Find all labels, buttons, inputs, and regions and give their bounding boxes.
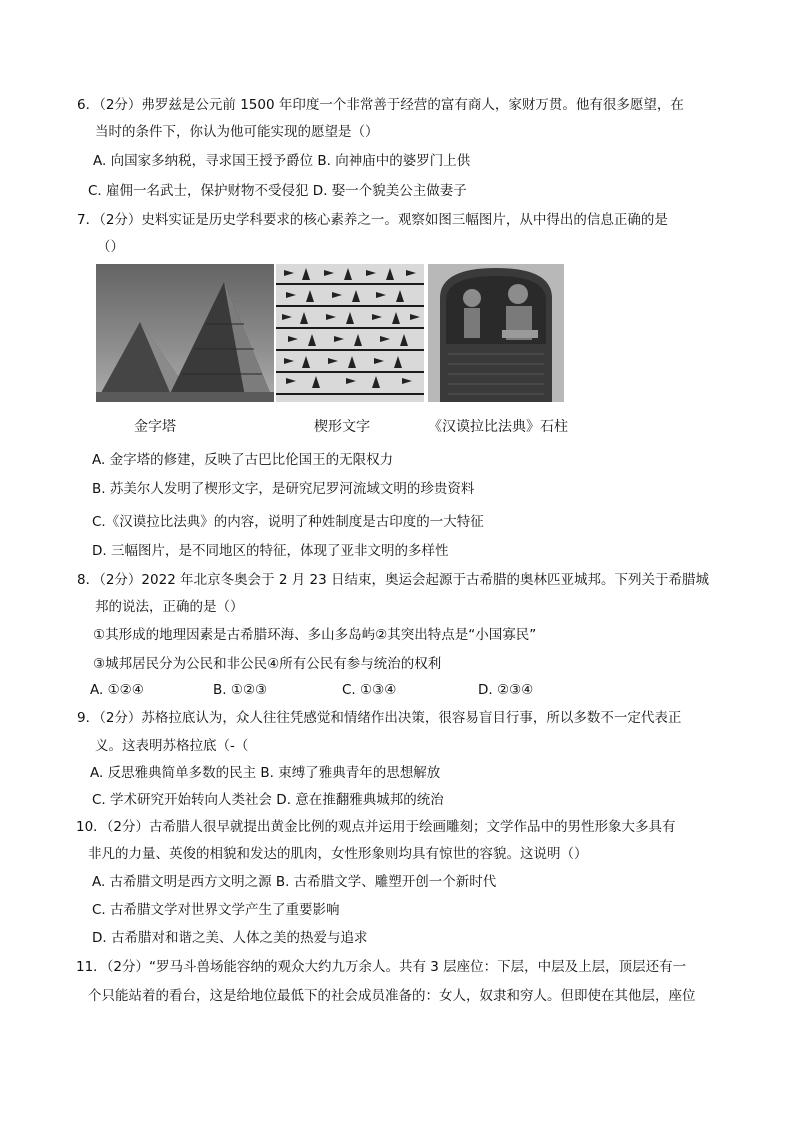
caption-hammurabi: 《汉谟拉比法典》石柱 [428, 419, 568, 435]
q7-stem-line1: 7．（2分）史料实证是历史学科要求的核心素养之一。观察如图三幅图片，从中得出的信息正确的是 [77, 212, 668, 228]
cuneiform-tablet-photo [276, 264, 424, 402]
q6-options-ab: A. 向国家多纳税，寻求国王授予爵位 B. 向神庙中的婆罗门上供 [93, 153, 471, 169]
q7-option-b: B. 苏美尔人发明了楔形文字，是研究尼罗河流域文明的珍贵资料 [92, 481, 475, 497]
q7-stem-line2: （） [97, 239, 124, 255]
q6-options-cd: C. 雇佣一名武士，保护财物不受侵犯 D. 娶一个貌美公主做妻子 [88, 183, 467, 199]
q8-stem-line2: 邦的说法，正确的是（） [95, 599, 244, 615]
q9-options-cd: C. 学术研究开始转向人类社会 D. 意在推翻雅典城邦的统治 [92, 792, 444, 808]
q9-stem-line1: 9．（2分）苏格拉底认为，众人往往凭感觉和情绪作出决策，很容易盲目行事，所以多数不一定代表正 [77, 710, 682, 726]
q7-option-a: A. 金字塔的修建，反映了古巴比伦国王的无限权力 [92, 452, 394, 468]
q8-statement-1-2: ①其形成的地理因素是古希腊环海、多山多岛屿②其突出特点是“小国寡民” [93, 627, 537, 643]
q8-option-c: C. ①③④ [342, 682, 397, 698]
q7-option-c: C.《汉谟拉比法典》的内容，说明了种姓制度是古印度的一大特征 [92, 514, 484, 530]
caption-pyramid: 金字塔 [134, 419, 176, 435]
q10-options-ab: A. 古希腊文明是西方文明之源 B. 古希腊文学、雕塑开创一个新时代 [92, 874, 497, 890]
pyramid-photo [96, 264, 274, 402]
q10-stem-line1: 10．（2分）古希腊人很早就提出黄金比例的观点并运用于绘画雕刻；文学作品中的男性形象大多具有 [76, 819, 676, 835]
q10-option-c: C. 古希腊文学对世界文学产生了重要影响 [92, 902, 340, 918]
q11-stem-line2: 个只能站着的看台，这是给地位最低下的社会成员准备的：女人，奴隶和穷人。但即使在其他层，座位 [88, 988, 696, 1004]
q10-stem-line2: 非凡的力量、英俊的相貌和发达的肌肉，女性形象则均具有惊世的容貌。这说明（） [88, 846, 588, 862]
q6-stem-line2: 当时的条件下，你认为他可能实现的愿望是（） [95, 124, 379, 140]
q8-statement-3-4: ③城邦居民分为公民和非公民④所有公民有参与统治的权利 [93, 656, 442, 672]
q8-option-b: B. ①②③ [213, 682, 268, 698]
q9-stem-line2: 义。这表明苏格拉底（-（ [95, 738, 249, 754]
caption-cuneiform: 楔形文字 [314, 419, 370, 435]
q8-option-d: D. ②③④ [478, 682, 534, 698]
q7-option-d: D. 三幅图片，是不同地区的特征，体现了亚非文明的多样性 [92, 543, 449, 559]
q10-option-d: D. 古希腊对和谐之美、人体之美的热爱与追求 [92, 930, 368, 946]
q9-options-ab: A. 反思雅典简单多数的民主 B. 束缚了雅典青年的思想解放 [90, 765, 441, 781]
q6-stem-line1: 6．（2分）弗罗兹是公元前 1500 年印度一个非常善于经营的富有商人，家财万贯。他有很多愿望，在 [77, 97, 684, 113]
hammurabi-stele-photo [428, 264, 564, 402]
q11-stem-line1: 11．（2分）“罗马斗兽场能容纳的观众大约九万余人。共有 3 层座位：下层，中层及上层，顶层还有一 [76, 959, 687, 975]
q8-option-a: A. ①②④ [90, 682, 144, 698]
q8-stem-line1: 8．（2分）2022 年北京冬奥会于 2 月 23 日结束，奥运会起源于古希腊的奥林匹亚城邦。下列关于希腊城 [77, 572, 710, 588]
